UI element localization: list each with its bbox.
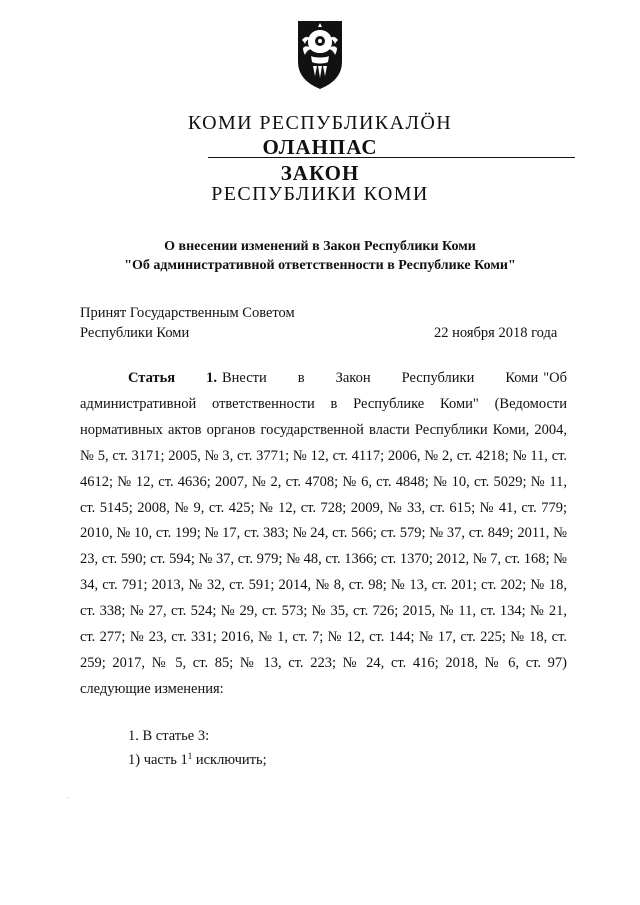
superscript: 1 bbox=[187, 751, 193, 761]
republic-name: РЕСПУБЛИКИ КОМИ bbox=[211, 183, 429, 205]
list-item-text: исключить; bbox=[192, 752, 267, 768]
header-divider bbox=[208, 157, 575, 158]
adoption-date: 22 ноября 2018 года bbox=[434, 325, 558, 341]
article-lead: Внести в Закон Республики Коми bbox=[221, 370, 539, 386]
document-type-komi-language: ОЛАНПАС bbox=[262, 135, 378, 159]
law-title-line-1: О внесении изменений в Закон Республики Коми bbox=[164, 239, 476, 254]
adopted-by-line-1: Принят Государственным Советом bbox=[80, 305, 295, 321]
law-title-line-2: "Об административной ответственности в Республике Коми" bbox=[124, 258, 516, 273]
article-text: "Об административной ответственности в Республике Коми" (Ведомости нормативных актов органов государственной власти Республики Коми, 2004, № 5, ст. 3171; 2005, № 3, ст. 3771; № 12, ст. 4117; 2006, № 2, ст. 4218; № 11, ст. 4612; № 12, ст. 4636; 2007, № 2, ст. 4708; № 6, ст. 4848; № 10, ст. 5029; № 11, ст. 5145; 2008, № 9, ст. 425; № 12, ст. 728; 2009, № 33, ст. 615; № 41, ст. 779; 2010, № 10, ст. 199; № 17, ст. 383; № 24, ст. 566; ст. 579; № 37, ст. 849; 2011, № 23, ст. 590; ст. 594; № 37, ст. 979; № 48, ст. 1366; ст. 1370; 2012, № 7, ст. 168; № 34, ст. 791; 2013, № 32, ст. 591; 2014, № 8, ст. 98; № 13, ст. 201; ст. 202; № 18, ст. 338; № 27, ст. 524; № 29, ст. 573; № 35, ст. 726; 2015, № 11, ст. 134; № 21, ст. 277; № 23, ст. 331; 2016, № 1, ст. 7; № 12, ст. 144; № 17, ст. 225; № 18, ст. 259; 2017, № 5, ст. 85; № 13, ст. 223; № 24, ст. 416; 2018, № 6, ст. 97) следующие изменения: bbox=[80, 370, 568, 697]
list-item bbox=[128, 753, 267, 768]
republic-name-komi-language: КОМИ РЕСПУБЛИКАЛÖН bbox=[187, 112, 453, 134]
list-item: 1. В статье 3: bbox=[128, 728, 210, 744]
article-heading: Статья 1. bbox=[128, 370, 217, 386]
document-type: ЗАКОН bbox=[280, 161, 360, 185]
komi-coat-of-arms-icon bbox=[294, 18, 346, 92]
adopted-by-line-2: Республики Коми bbox=[80, 325, 190, 341]
scan-speck bbox=[68, 797, 69, 798]
article-1 bbox=[80, 366, 567, 703]
list-item-text: 1) часть 1 bbox=[128, 752, 188, 768]
